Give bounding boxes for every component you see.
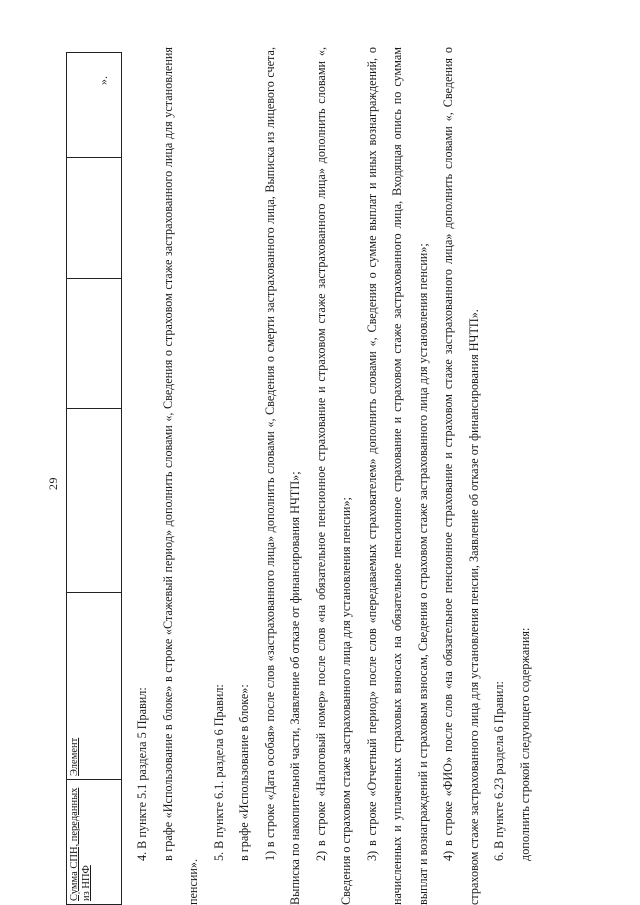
document-body: [130, 47, 538, 905]
quote-close: ».: [96, 76, 110, 85]
table-cell-element: Элемент: [67, 593, 122, 780]
fragment-table: [66, 52, 122, 905]
page-number: 29: [46, 477, 60, 490]
table-cell-empty: [67, 158, 122, 279]
paragraph: 3) в строке «Отчетный период» после слов «передаваемых страхователем» дополнить словами «, Сведения о сумме выплат и иных вознаграждений, о начисленных и уплаченных страховых взносах на обязательное пенсионное страхование и страховом стаже застрахованного лица, Входящая опись по суммам выплат и вознаграждений и страховым взносам, Сведения о страховом стаже застрахованного лица для установления пенсии»;: [364, 47, 430, 905]
paragraph: 4) в строке «ФИО» после слов «на обязательное пенсионное страхование и страховом стаже застрахованного лица» дополнить словами «, Сведения о страховом стаже застрахованного лица для установления пенсии, Заявление об отказе от финансирования НЧТП».: [441, 47, 481, 905]
table-row: [67, 53, 122, 905]
paragraph: 4. В пункте 5.1 раздела 5 Правил:: [135, 687, 149, 861]
paragraph: дополнить строкой следующего содержания:: [517, 627, 532, 861]
table-cell-empty: [67, 409, 122, 593]
table-cell-spn-sum: Сумма СПН, переданных из НПФ: [67, 780, 122, 905]
table-cell-empty: [67, 279, 122, 409]
paragraph: 1) в строке «Дата особая» после слов «застрахованного лица» дополнить словами «, Сведения о смерти застрахованного лица, Выписка из лицевого счета, Выписка по накопительной части, Заявление об отказе от финансирования НЧТП»;: [262, 47, 302, 905]
table-cell-empty: [67, 53, 122, 158]
paragraph: в графе «Использование в блоке»:: [237, 684, 251, 861]
paragraph: 5. В пункте 6.1. раздела 6 Правил:: [211, 684, 226, 861]
paragraph: в графе «Использование в блоке» в строке «Стажевый период» дополнить словами «, Сведения о страховом стаже застрахованного лица для установления пенсии».: [160, 47, 200, 905]
paragraph: 6. В пункте 6.23 раздела 6 Правил:: [492, 681, 506, 861]
paragraph: 2) в строке «Налоговый номер» после слов «на обязательное пенсионное страхование и страховом стаже застрахованного лица» дополнить словами «, Сведения о страховом стаже застрахованного лица для установления пенсии»;: [313, 47, 353, 905]
